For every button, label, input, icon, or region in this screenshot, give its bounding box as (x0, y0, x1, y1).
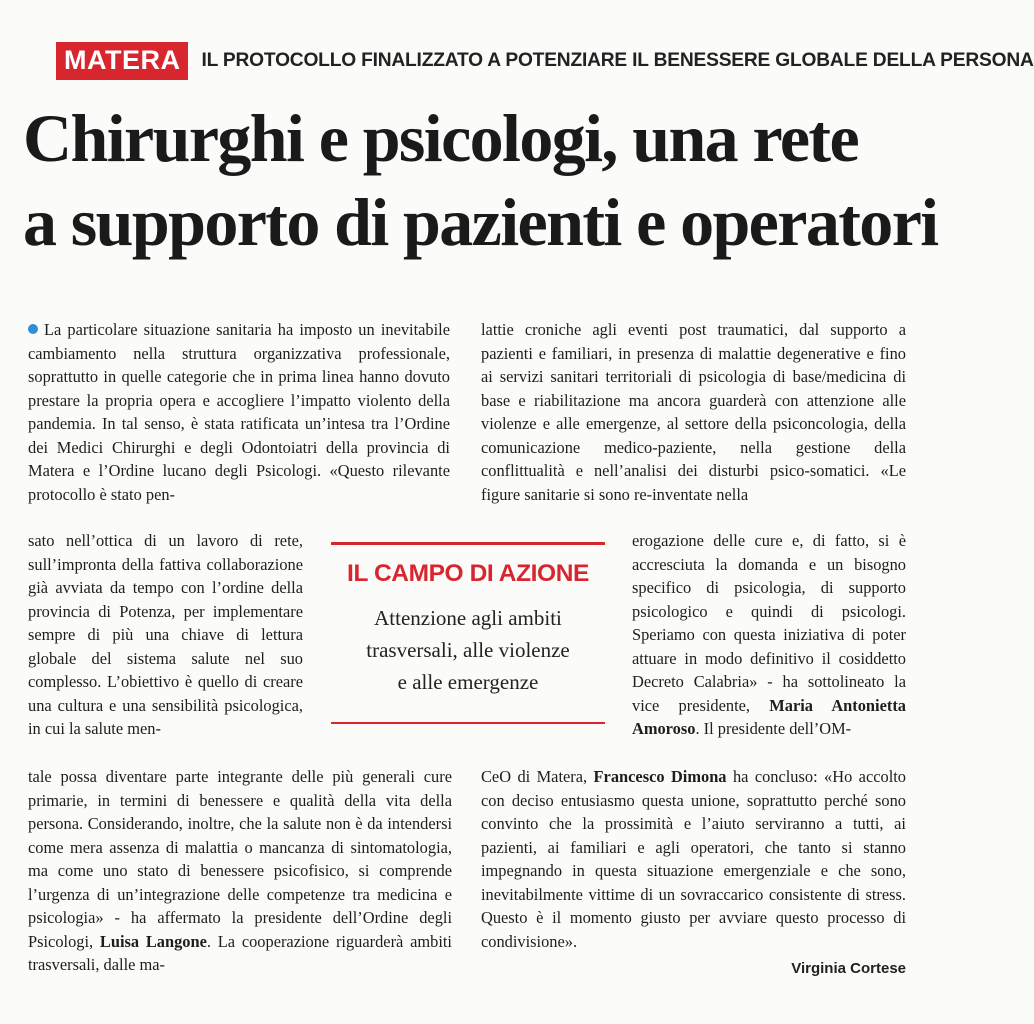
headline-line-2: a supporto di pazienti e operatori (23, 184, 938, 260)
headline-line-1: Chirurghi e psicologi, una rete (23, 100, 859, 176)
col1-bottom-text-a: tale possa diventare parte integrante delle più generali cure primarie, in termini di benessere e qualità della vita della persona. Considerando, inoltre, che la salute non è da intendersi come mera assenza di malattia o mancanza di sintomatologia, ma come uno stato di benessere psicofisico, si comprende l’urgenza di un’integrazione delle competenze tra medicina e psicologia» - ha affermato la presidente dell’Ordine degli Psicologi, (28, 767, 452, 951)
kicker-subtitle: IL PROTOCOLLO FINALIZZATO A POTENZIARE IL BENESSERE GLOBALE DELLA PERSONA (201, 50, 1034, 71)
pull-quote-line-3: e alle emergenze (397, 670, 539, 694)
pull-quote-box (331, 542, 605, 724)
name-francesco-dimona: Francesco Dimona (593, 767, 727, 786)
column-1-wrap: sato nell’ottica di un lavoro di rete, sull’impronta della fattiva collaborazione già avviata da tempo con l’ordine della provincia di Potenza, per implementare sempre di più una chiave di lettura globale del sistema salute nel suo complesso. L’obiettivo è quello di creare una cultura e una sensibilità psicologica, in cui la salute men- (28, 531, 303, 739)
bullet-dot-icon (28, 324, 38, 334)
pull-quote-title: IL CAMPO DI AZIONE (347, 560, 589, 587)
pull-quote-line-1: Attenzione agli ambiti (374, 606, 562, 630)
col2-wrap-text-b: . Il presidente dell’OM- (695, 719, 852, 739)
col1-top-text: La particolare situazione sanitaria ha imposto un inevitabile cambiamento nella struttura organizzativa professionale, soprattutto in quelle categorie che in prima linea hanno dovuto prestare la propria opera e accogliere l’impatto violento della pandemia. In tal senso, è stata ratificata un’intesa tra l’Ordine dei Medici Chirurghi e degli Odontoiatri della provincia di Matera e l’Ordine lucano degli Psicologi. «Questo rilevante protocollo è stato pen- (28, 320, 450, 504)
column-1-bottom (28, 765, 452, 977)
column-1-top (28, 318, 450, 506)
pull-quote-line-2: trasversali, alle violenze (366, 638, 570, 662)
name-luisa-langone: Luisa Langone (99, 931, 207, 951)
section-tag: MATERA (56, 42, 188, 80)
headline (23, 96, 938, 264)
name-maria-antonietta-amoroso: Maria Antonietta Amoroso (632, 695, 906, 739)
kicker-bar (56, 40, 1034, 82)
pull-quote-bottom-rule (331, 722, 605, 724)
pull-quote-text (331, 602, 605, 698)
column-2-bottom (481, 765, 906, 953)
column-2-top: lattie croniche agli eventi post traumatici, dal supporto a pazienti e familiari, in presenza di malattie degenerative e fino ai servizi sanitari territoriali di psicologia di base/medicina di base e riabilitazione ma ancora guarderà con attenzione alle violenze e alle emergenze, al settore della psiconcologia, della comunicazione medico-paziente, nella gestione della conflittualità e nell’analisi dei disturbi psico-somatici. «Le figure sanitarie si sono re-inventate nella (481, 320, 906, 504)
col2-bottom-text-a: CeO di Matera, (481, 767, 588, 786)
col2-wrap-text-a: erogazione delle cure e, di fatto, si è accresciuta la domanda e un bisogno specifico di psicologia, di supporto psicologico e quindi di psicologi. Speriamo con questa iniziativa di poter attuare in modo definitivo il cosiddetto Decreto Calabria» - ha sottolineato la vice presidente, (632, 531, 906, 715)
col1-bottom-text-b: . La cooperazione riguarderà ambiti trasversali, dalle ma- (28, 931, 452, 975)
author-byline: Virginia Cortese (791, 960, 906, 977)
col2-bottom-text-b: ha concluso: «Ho accolto con deciso entusiasmo questa unione, soprattutto perché sono convinto che la prossimità e l’aiuto serviranno a tutti, ai pazienti, ai familiari e agli operatori, che tanto si stanno impegnando in questa situazione emergenziale e che sono, inevitabilmente vittime di un sovraccarico consistente di stress. Questo è il momento giusto per avviare questo processo di condivisione». (481, 767, 907, 951)
pull-quote-top-rule (331, 542, 605, 545)
column-2-wrap (632, 529, 906, 741)
